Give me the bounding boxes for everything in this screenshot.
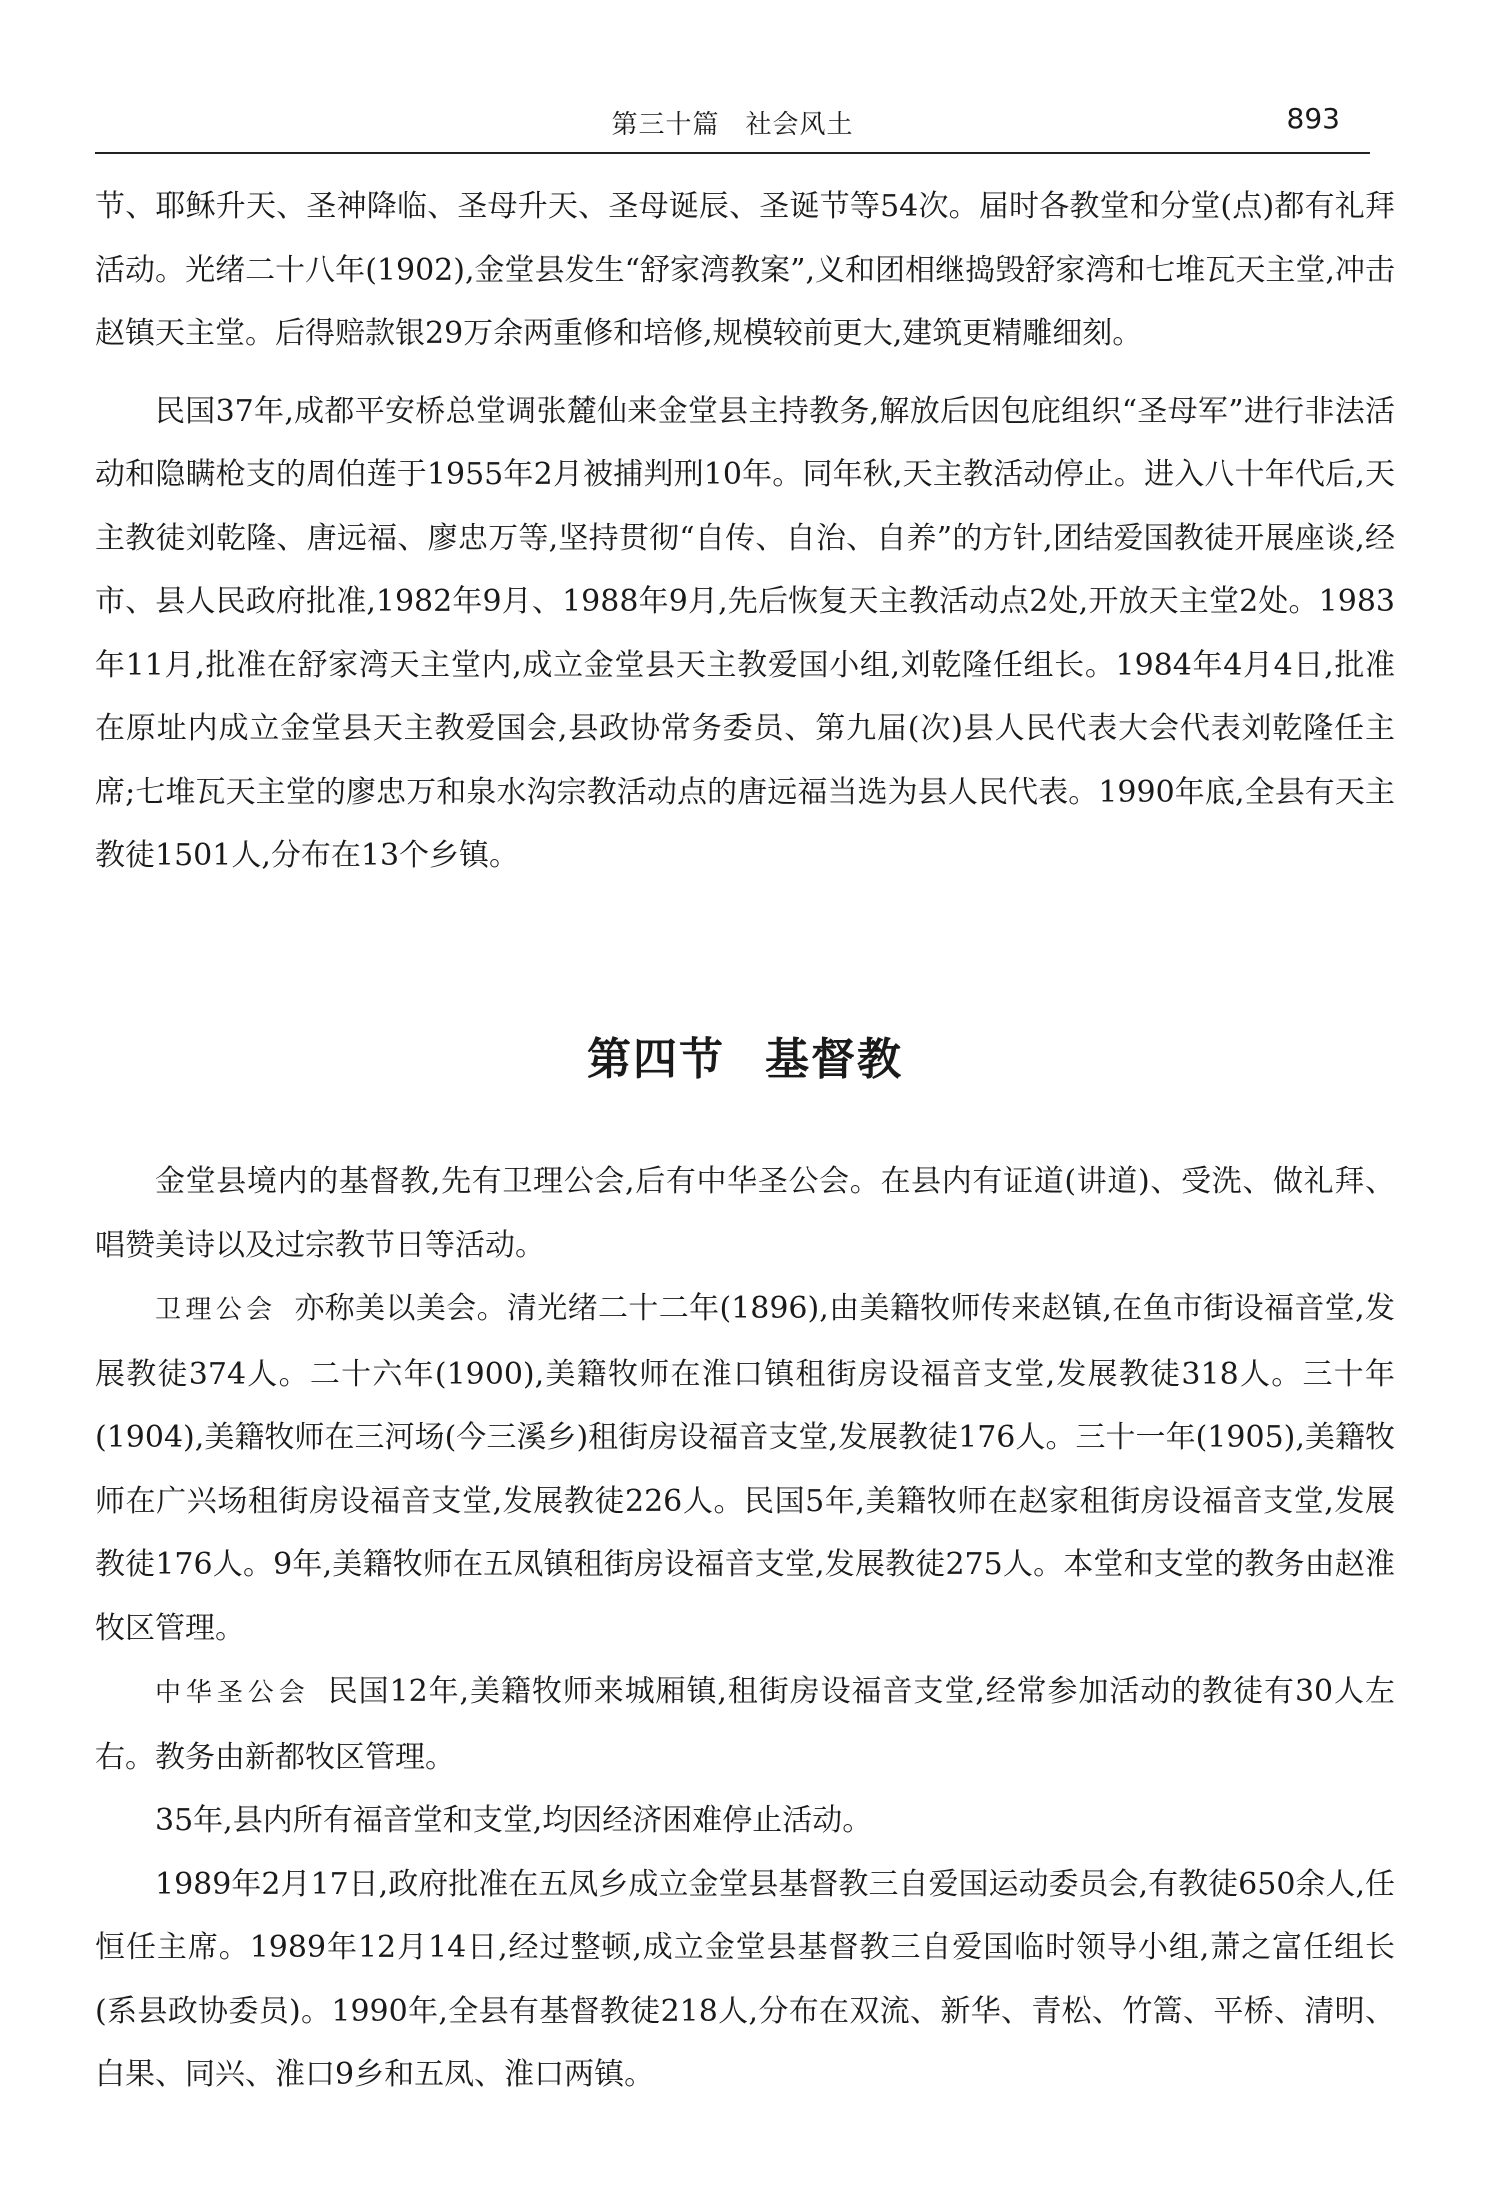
running-header bbox=[95, 96, 1370, 154]
paragraph-intro: 金堂县境内的基督教,先有卫理公会,后有中华圣公会。在县内有证道(讲道)、受洗、做礼拜、唱赞美诗以及过宗教节日等活动。 bbox=[95, 1164, 1395, 1263]
term-shenggong: 中华圣公会 bbox=[155, 1678, 310, 1708]
section-number: 第四节 bbox=[587, 1034, 725, 1085]
paragraph-continued: 节、耶稣升天、圣神降临、圣母升天、圣母诞辰、圣诞节等54次。届时各教堂和分堂(点)都有礼拜活动。光绪二十八年(1902),金堂县发生“舒家湾教案”,义和团相继捣毁舒家湾和七堆瓦天主堂,冲击赵镇天主堂。后得赔款银29万余两重修和培修,规模较前更大,建筑更精雕细刻。 bbox=[95, 189, 1395, 351]
header-topic: 社会风土 bbox=[745, 110, 854, 140]
header-chapter: 第三十篇 bbox=[611, 110, 720, 140]
paragraph-1989: 1989年2月17日,政府批准在五凤乡成立金堂县基督教三自爱国运动委员会,有教徒650余人,任恒任主席。1989年12月14日,经过整顿,成立金堂县基督教三自爱国临时领导小组,萧之富任组长(系县政协委员)。1990年,全县有基督教徒218人,分布在双流、新华、青松、竹篙、平桥、清明、白果、同兴、淮口9乡和五凤、淮口两镇。 bbox=[95, 1866, 1395, 2092]
paragraph-catholic-history: 民国37年,成都平安桥总堂调张麓仙来金堂县主持教务,解放后因包庇组织“圣母军”进行非法活动和隐瞒枪支的周伯莲于1955年2月被捕判刑10年。同年秋,天主教活动停止。进入八十年代后,天主教徒刘乾隆、唐远福、廖忠万等,坚持贯彻“自传、自治、自养”的方针,团结爱国教徒开展座谈,经市、县人民政府批准,1982年9月、1988年9月,先后恢复天主教活动点2处,开放天主堂2处。1983年11月,批准在舒家湾天主堂内,成立金堂县天主教爱国小组,刘乾隆任组长。1984年4月4日,批准在原址内成立金堂县天主教爱国会,县政协常务委员、第九届(次)县人民代表大会代表刘乾隆任主席;七堆瓦天主堂的廖忠万和泉水沟宗教活动点的唐远福当选为县人民代表。1990年底,全县有天主教徒1501人,分布在13个乡镇。 bbox=[95, 393, 1395, 873]
weili-text: 亦称美以美会。清光绪二十二年(1896),由美籍牧师传来赵镇,在鱼市街设福音堂,发展教徒374人。二十六年(1900),美籍牧师在淮口镇租街房设福音支堂,发展教徒318人。三十年(1904),美籍牧师在三河场(今三溪乡)租街房设福音支堂,发展教徒176人。三十一年(1905),美籍牧师在广兴场租街房设福音支堂,发展教徒226人。民国5年,美籍牧师在赵家租街房设福音支堂,发展教徒176人。9年,美籍牧师在五凤镇租街房设福音支堂,发展教徒275人。本堂和支堂的教务由赵淮牧区管理。 bbox=[95, 1291, 1395, 1646]
paragraph-1946: 35年,县内所有福音堂和支堂,均因经济困难停止活动。 bbox=[155, 1803, 873, 1838]
page-number: 893 bbox=[1286, 102, 1340, 135]
paragraph-weili bbox=[95, 1277, 1395, 1660]
paragraph-shenggong bbox=[95, 1660, 1395, 1789]
term-weili: 卫理公会 bbox=[155, 1295, 277, 1325]
page-body bbox=[95, 175, 1395, 2092]
shenggong-text: 民国12年,美籍牧师来城厢镇,租街房设福音支堂,经常参加活动的教徒有30人左右。教务由新都牧区管理。 bbox=[95, 1674, 1395, 1775]
section-heading bbox=[95, 1023, 1395, 1087]
section-title-text: 基督教 bbox=[765, 1034, 903, 1085]
header-title bbox=[95, 104, 1370, 141]
